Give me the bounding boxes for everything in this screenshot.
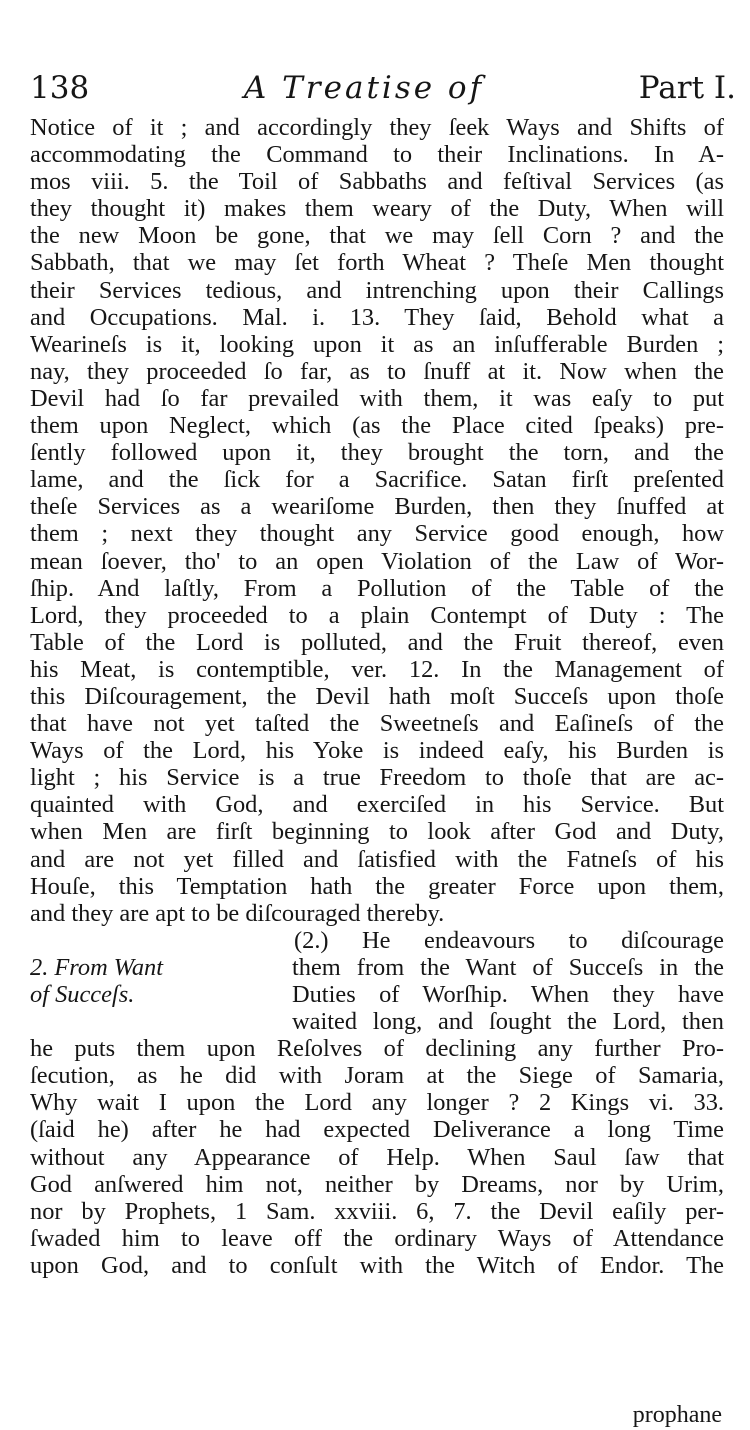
section-row-4 xyxy=(30,1008,724,1035)
paragraph-1 xyxy=(30,114,724,927)
section-line: Duties of Worſhip. When they have xyxy=(292,981,724,1008)
side-note-line-1: 2. From Want xyxy=(30,953,164,981)
text-line: Why wait I upon the Lord any longer ? 2 Kings vi. 33. xyxy=(30,1089,724,1117)
section-line: waited long, and ſought the Lord, then xyxy=(292,1008,724,1036)
text-line: Sabbath, that we may ſet forth Wheat ? Theſe Men thought xyxy=(30,249,724,277)
text-line: that have not yet taſted the Sweetneſs and Eaſineſs of the xyxy=(30,710,724,738)
page-number: 138 xyxy=(30,70,90,106)
text-line: his Meat, is contemptible, ver. 12. In the Management of xyxy=(30,655,724,683)
text-line: theſe Services as a weariſome Burden, then they ſnuffed at xyxy=(30,493,724,521)
part-label: Part I. xyxy=(638,70,736,106)
text-line: and they are apt to be diſcouraged thereby. xyxy=(30,899,445,927)
text-line: Notice of it ; and accordingly they ſeek Ways and Shifts of xyxy=(30,114,724,141)
section-line: them from the Want of Succeſs in the xyxy=(292,953,724,981)
text-line: this Diſcouragement, the Devil hath moſt Succeſs upon thoſe xyxy=(30,682,724,710)
text-line: ſecution, as he did with Joram at the Siege of Samaria, xyxy=(30,1062,724,1090)
text-line: accommodating the Command to their Inclinations. In A- xyxy=(30,141,724,169)
text-line: and are not yet filled and ſatisfied with the Fatneſs of his xyxy=(30,845,724,873)
text-line: them ; next they thought any Service good enough, how xyxy=(30,520,724,548)
side-note-line-2: of Succeſs. xyxy=(30,981,135,1008)
text-line: nay, they proceeded ſo far, as to ſnuff at it. Now when the xyxy=(30,357,724,385)
text-line: nor by Prophets, 1 Sam. xxviii. 6, 7. the Devil eaſily per- xyxy=(30,1197,724,1225)
text-line: Devil had ſo far prevailed with them, it was eaſy to put xyxy=(30,384,724,412)
text-line: Ways of the Lord, his Yoke is indeed eaſy, his Burden is xyxy=(30,737,724,765)
section-first-line: (2.) He endeavours to diſcourage xyxy=(294,926,724,954)
running-title: A Treatise of xyxy=(243,70,485,106)
text-line: ſently followed upon it, they brought the torn, and the xyxy=(30,439,724,467)
text-line: Wearineſs is it, looking upon it as an inſufferable Burden ; xyxy=(30,330,724,358)
text-line: quainted with God, and exerciſed in his Service. But xyxy=(30,791,724,819)
text-line: when Men are firſt beginning to look after God and Duty, xyxy=(30,818,724,846)
text-line: Table of the Lord is polluted, and the Fruit thereof, even xyxy=(30,628,724,656)
text-line: the new Moon be gone, that we may ſell Corn ? and the xyxy=(30,222,724,250)
body-text xyxy=(30,114,724,1279)
section-row-3 xyxy=(30,981,724,1008)
text-line: God anſwered him not, neither by Dreams, nor by Urim, xyxy=(30,1170,724,1198)
text-line: and Occupations. Mal. i. 13. They ſaid, Behold what a xyxy=(30,303,724,331)
text-line: Lord, they proceeded to a plain Contempt of Duty : The xyxy=(30,601,724,629)
text-line: upon God, and to conſult with the Witch of Endor. The xyxy=(30,1251,724,1279)
paragraph-2 xyxy=(30,1035,724,1279)
text-line: mean ſoever, tho' to an open Violation of the Law of Wor- xyxy=(30,547,724,575)
text-line: ſhip. And laſtly, From a Pollution of the Table of the xyxy=(30,574,724,602)
running-header xyxy=(30,70,736,114)
text-line: Houſe, this Temptation hath the greater Force upon them, xyxy=(30,872,724,900)
text-line: their Services tedious, and intrenching upon their Callings xyxy=(30,276,724,304)
text-line: mos viii. 5. the Toil of Sabbaths and feſtival Services (as xyxy=(30,168,724,196)
text-line: he puts them upon Reſolves of declining any further Pro- xyxy=(30,1035,724,1063)
text-line: light ; his Service is a true Freedom to thoſe that are ac- xyxy=(30,764,724,792)
text-line: without any Appearance of Help. When Saul ſaw that xyxy=(30,1143,724,1171)
text-line: (ſaid he) after he had expected Deliverance a long Time xyxy=(30,1116,724,1144)
section-row-2 xyxy=(30,954,724,981)
side-note-spacer xyxy=(30,1008,292,1035)
text-line: lame, and the ſick for a Sacrifice. Satan firſt preſented xyxy=(30,466,724,494)
text-line: them upon Neglect, which (as the Place cited ſpeaks) pre- xyxy=(30,412,724,440)
text-line: ſwaded him to leave off the ordinary Ways of Attendance xyxy=(30,1224,724,1252)
text-line: they thought it) makes them weary of the Duty, When will xyxy=(30,195,724,223)
catchword: prophane xyxy=(632,1402,722,1428)
